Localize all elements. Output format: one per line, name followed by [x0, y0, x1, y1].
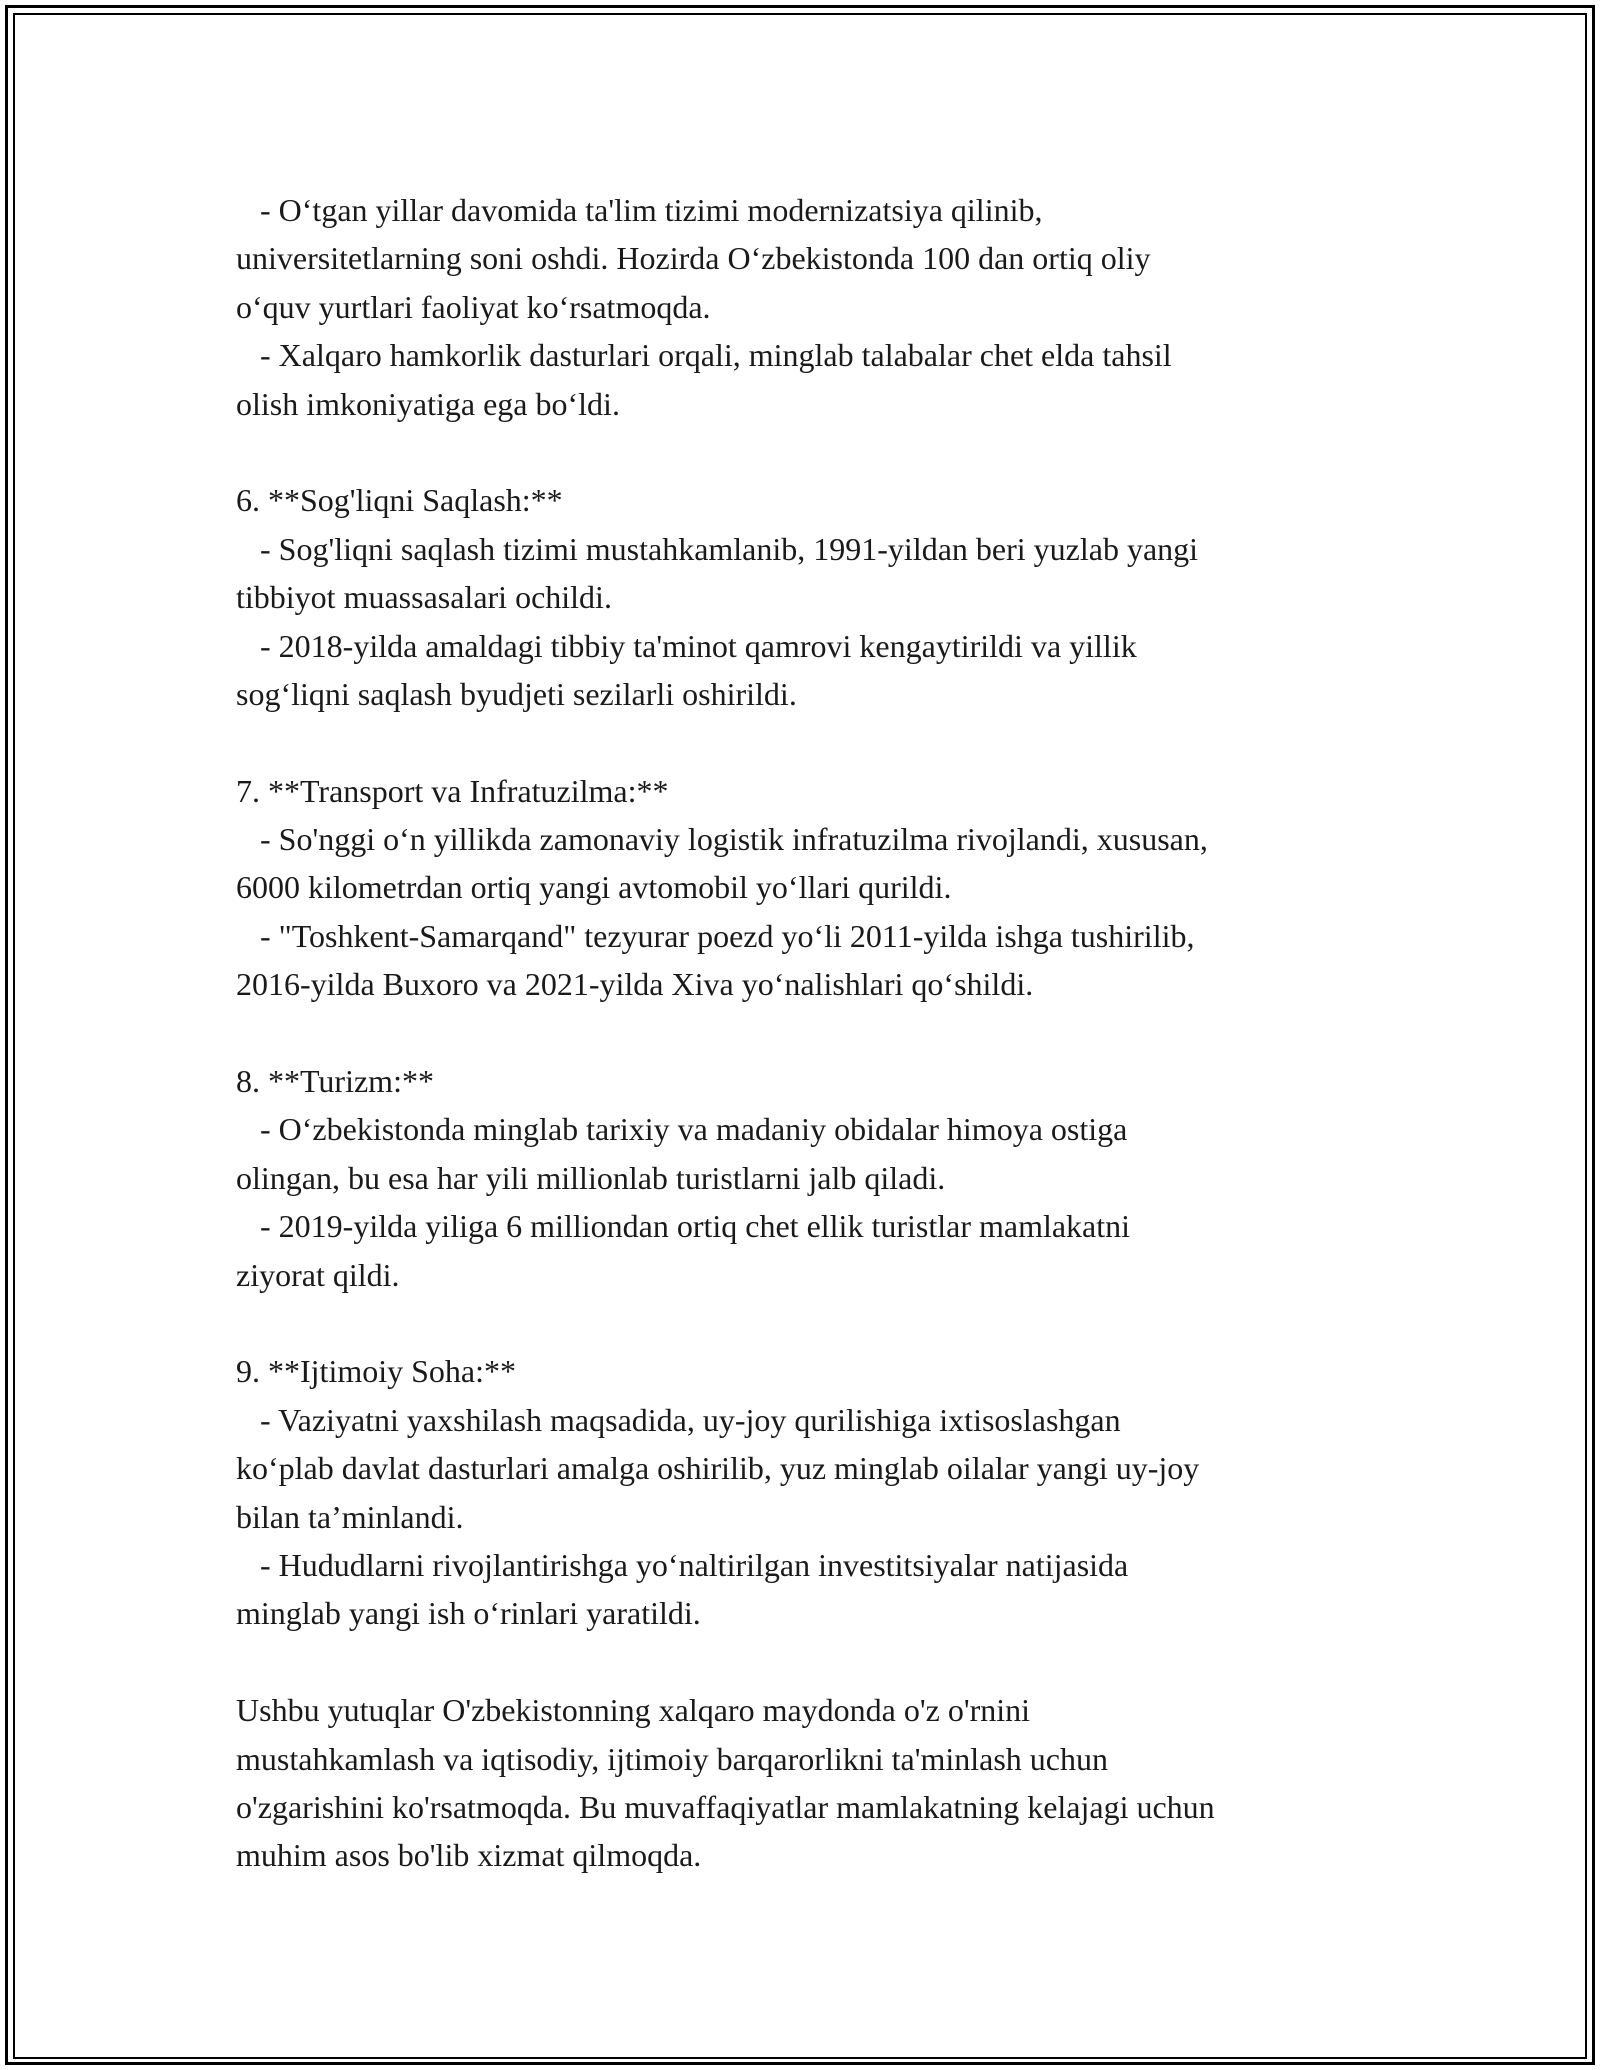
text-line: universitetlarning soni oshdi. Hozirda O‘zbekistonda 100 dan ortiq oliy	[236, 240, 1151, 277]
text-line: - "Toshkent-Samarqand" tezyurar poezd yo‘li 2011-yilda ishga tushirilib,	[236, 917, 1195, 954]
text-line: minglab yangi ish o‘rinlari yaratildi.	[236, 1595, 701, 1632]
text-line: - Vaziyatni yaxshilash maqsadida, uy-joy qurilishiga ixtisoslashgan	[236, 1401, 1121, 1438]
blank-line	[236, 718, 1416, 766]
text-line: 9. **Ijtimoiy Soha:**	[236, 1353, 516, 1390]
text-line: - Xalqaro hamkorlik dasturlari orqali, minglab talabalar chet elda tahsil	[236, 337, 1172, 374]
text-line: mustahkamlash va iqtisodiy, ijtimoiy barqarorlikni ta'minlash uchun	[236, 1740, 1108, 1777]
text-line: - Hududlarni rivojlantirishga yo‘naltirilgan investitsiyalar natijasida	[236, 1546, 1129, 1583]
text-line: ko‘plab davlat dasturlari amalga oshirilib, yuz minglab oilalar yangi uy-joy	[236, 1450, 1200, 1487]
text-line: Ushbu yutuqlar O'zbekistonning xalqaro maydonda o'z o'rnini	[236, 1692, 1031, 1729]
text-line: 6. **Sog'liqni Saqlash:**	[236, 482, 563, 519]
text-line: - 2019-yilda yiliga 6 milliondan ortiq chet ellik turistlar mamlakatni	[236, 1208, 1131, 1245]
text-line: olish imkoniyatiga ega bo‘ldi.	[236, 385, 620, 422]
document-body	[236, 186, 1416, 1880]
text-line: muhim asos bo'lib xizmat qilmoqda.	[236, 1837, 702, 1874]
text-line: - O‘tgan yillar davomida ta'lim tizimi modernizatsiya qilinib,	[236, 192, 1043, 228]
blank-line	[236, 1638, 1416, 1686]
text-line: 6000 kilometrdan ortiq yangi avtomobil yo‘llari qurildi.	[236, 869, 952, 906]
blank-line	[236, 1299, 1416, 1347]
text-line: bilan ta’minlandi.	[236, 1498, 464, 1535]
blank-line	[236, 1009, 1416, 1057]
text-line: o'zgarishini ko'rsatmoqda. Bu muvaffaqiyatlar mamlakatning kelajagi uchun	[236, 1788, 1215, 1825]
text-line: 8. **Turizm:**	[236, 1063, 434, 1100]
text-line: o‘quv yurtlari faoliyat ko‘rsatmoqda.	[236, 288, 711, 325]
text-line: - Sog'liqni saqlash tizimi mustahkamlanib, 1991-yildan beri yuzlab yangi	[236, 530, 1199, 567]
blank-line	[236, 428, 1416, 476]
text-line: - O‘zbekistonda minglab tarixiy va madaniy obidalar himoya ostiga	[236, 1111, 1128, 1148]
text-line: 2016-yilda Buxoro va 2021-yilda Xiva yo‘nalishlari qo‘shildi.	[236, 966, 1034, 1003]
text-line: olingan, bu esa har yili millionlab turistlarni jalb qiladi.	[236, 1159, 946, 1196]
text-line: - 2018-yilda amaldagi tibbiy ta'minot qamrovi kengaytirildi va yillik	[236, 627, 1137, 664]
text-line: 7. **Transport va Infratuzilma:**	[236, 772, 669, 809]
text-line: - So'nggi o‘n yillikda zamonaviy logistik infratuzilma rivojlandi, xususan,	[236, 821, 1208, 858]
text-line: ziyorat qildi.	[236, 1256, 400, 1293]
text-line: tibbiyot muassasalari ochildi.	[236, 579, 612, 616]
text-line: sog‘liqni saqlash byudjeti sezilarli oshirildi.	[236, 675, 797, 712]
